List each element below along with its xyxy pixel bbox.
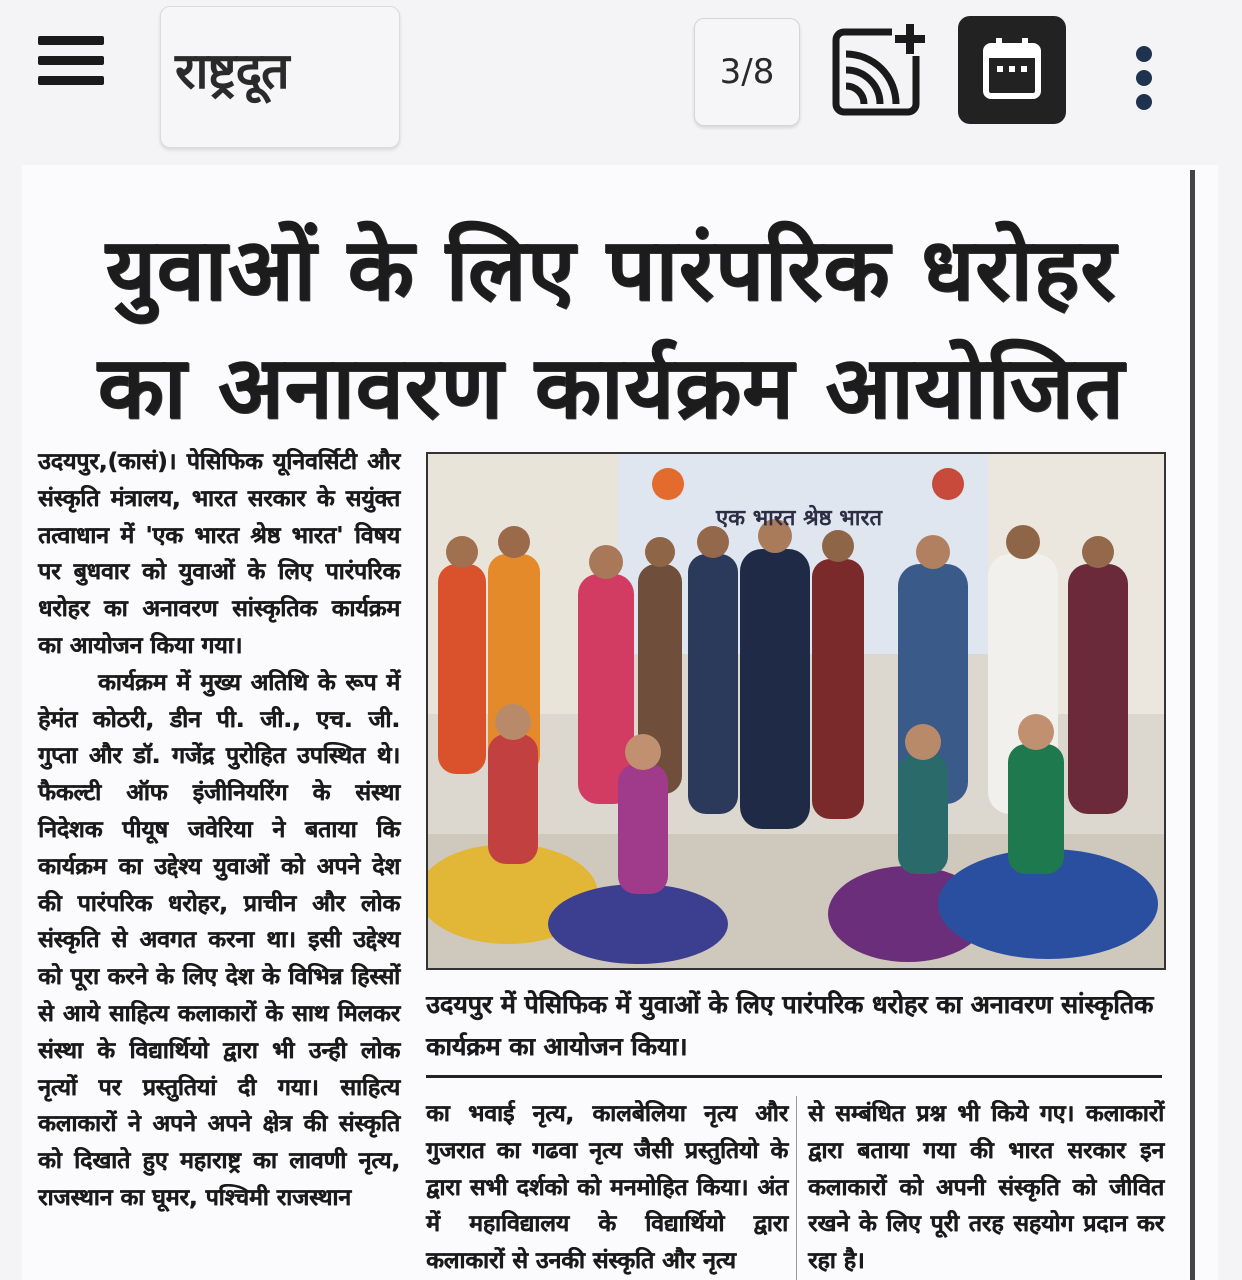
rss-add-icon[interactable] (832, 20, 928, 118)
newspaper-logo: राष्ट्रदूत (175, 41, 289, 100)
newspaper-logo-button[interactable] (160, 6, 400, 148)
article-column-3: से सम्बंधित प्रश्न भी किये गए। कलाकारों द्वारा बताया गया की भारत सरकार इन कलाकारों को अपनी संस्कृति को जीवित रखने के लिए पूरी तरह सहयोग प्रदान कर रहा है। (808, 1101, 1164, 1275)
hamburger-menu-icon[interactable] (36, 34, 108, 90)
article-paragraph-1: उदयपुर,(कासं)। पेसिफिक यूनिवर्सिटी और संस्कृति मंत्रालय, भारत सरकार के सयुंक्त तत्वाधान में 'एक भारत श्रेष्ठ भारत' विषय पर बुधवार को युवाओं के लिए पारंपरिक धरोहर का अनावरण सांस्कृतिक कार्यक्रम का आयोजन किया गया। (38, 449, 400, 659)
calendar-icon[interactable] (958, 16, 1066, 124)
article-column-1 (38, 444, 400, 1217)
column-rule (1190, 170, 1195, 1280)
headline-line-1: युवाओं के लिए पारंपरिक धरोहर (105, 220, 1117, 320)
photo-banner-text: एक भारत श्रेष्ठ भारत (716, 506, 882, 531)
vertical-dots-icon[interactable] (1128, 42, 1164, 118)
event-photo (426, 452, 1166, 970)
app-toolbar (0, 0, 1242, 165)
page-indicator[interactable]: 3/8 (694, 18, 800, 126)
article-column-2: का भवाई नृत्य, कालबेलिया नृत्य और गुजरात का गढवा नृत्य जैसी प्रस्तुतियो के द्वारा सभी दर्शको को मनमोहित किया। अंत में महाविद्यालय के विद्यार्थियो द्वारा कलाकारों से उनकी संस्कृति और नृत्य (426, 1101, 788, 1275)
article-paragraph-2: कार्यक्रम में मुख्य अतिथि के रूप में हेमंत कोठरी, डीन पी. जी., एच. जी. गुप्ता और डॉ. गजेंद्र पुरोहित उपस्थित थे। फैकल्टी ऑफ इंजीनियरिंग के संस्था निदेशक पीयूष जवेरिया ने बताया कि कार्यक्रम का उद्देश्य युवाओं को अपने देश की पारंपरिक धरोहर, प्राचीन और लोक संस्कृति से अवगत करना था। इसी उद्देश्य को पूरा करने के लिए देश के विभिन्न हिस्सों से आये साहित्य कलाकारों के साथ मिलकर संस्था के विद्यार्थियो द्वारा भी उन्ही लोक नृत्यों पर प्रस्तुतियां दी गया। साहित्य कलाकारों ने अपने अपने क्षेत्र की संस्कृति को दिखाते हुए महाराष्ट्र का लावणी नृत्य, राजस्थान का घूमर, पश्चिमी राजस्थान (38, 669, 400, 1211)
photo-caption: उदयपुर में पेसिफिक में युवाओं के लिए पारंपरिक धरोहर का अनावरण सांस्कृतिक कार्यक्रम का आयोजन किया। (426, 990, 1154, 1061)
caption-divider (426, 1075, 1162, 1078)
headline-line-2: का अनावरण कार्यक्रम आयोजित (97, 338, 1125, 438)
column-separator (796, 1096, 797, 1280)
